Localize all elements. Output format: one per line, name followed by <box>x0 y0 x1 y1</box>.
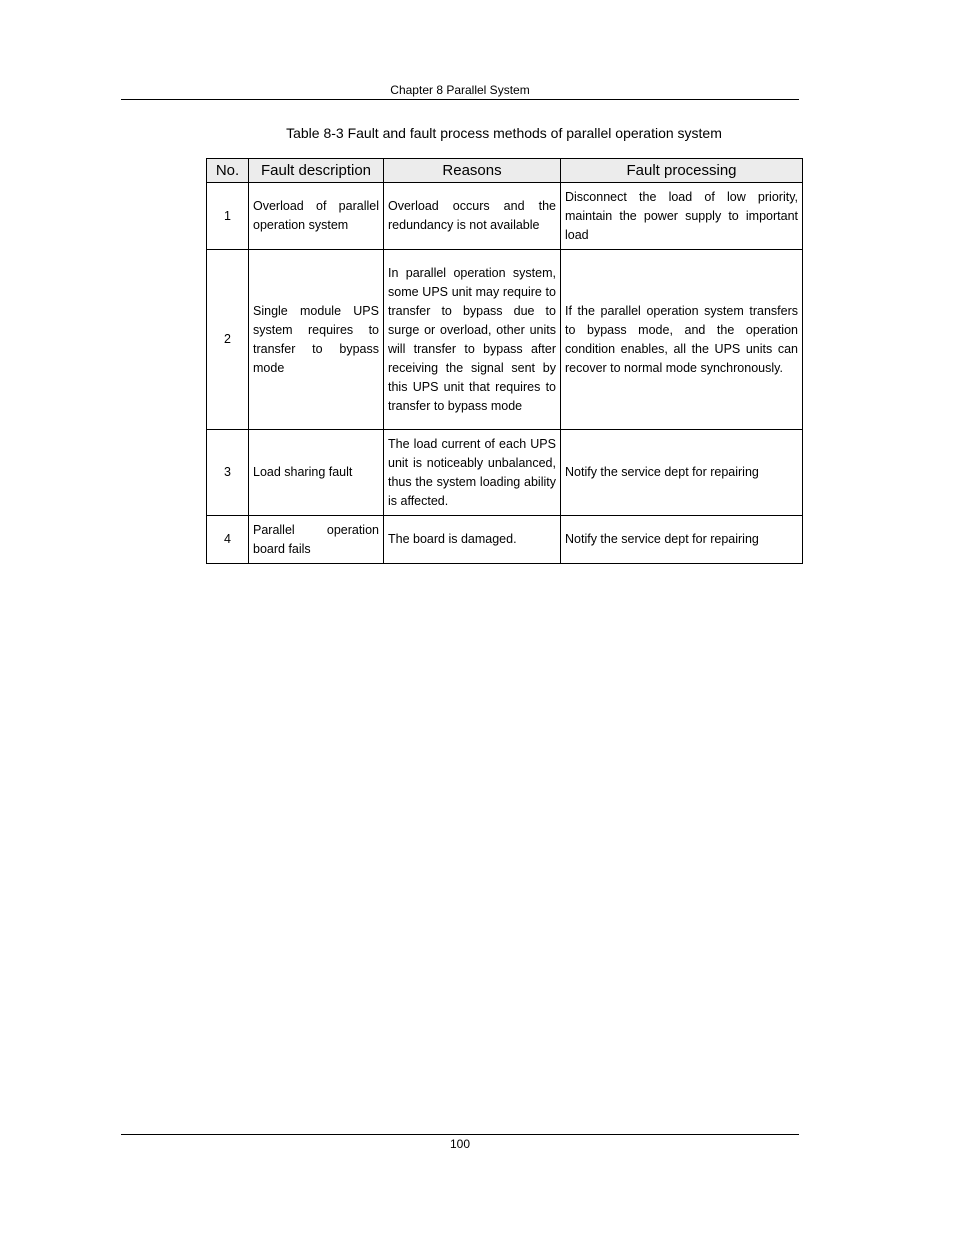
reasons-cell: The load current of each UPS unit is noticeably unbalanced, thus the system loading ability is affected. <box>384 430 561 516</box>
table-row <box>207 250 803 430</box>
column-header-reasons: Reasons <box>384 159 561 183</box>
column-header-no: No. <box>207 159 249 183</box>
reasons-cell: In parallel operation system, some UPS unit may require to transfer to bypass due to surge or overload, other units will transfer to bypass after receiving the signal sent by this UPS unit that requires to transfer to bypass mode <box>384 250 561 430</box>
row-number: 1 <box>207 183 249 250</box>
row-number: 3 <box>207 430 249 516</box>
header-rule <box>121 99 799 100</box>
footer-rule <box>121 1134 799 1135</box>
fault-description-cell: Parallel operation board fails <box>249 516 384 564</box>
column-header-fault-description: Fault description <box>249 159 384 183</box>
fault-table <box>206 158 803 564</box>
row-number: 4 <box>207 516 249 564</box>
table-caption: Table 8-3 Fault and fault process methods of parallel operation system <box>286 125 722 141</box>
fault-description-cell: Load sharing fault <box>249 430 384 516</box>
running-header: Chapter 8 Parallel System <box>390 83 530 97</box>
row-number: 2 <box>207 250 249 430</box>
column-header-fault-processing: Fault processing <box>561 159 803 183</box>
reasons-cell: The board is damaged. <box>384 516 561 564</box>
reasons-cell: Overload occurs and the redundancy is not available <box>384 183 561 250</box>
table-row <box>207 516 803 564</box>
fault-processing-cell: If the parallel operation system transfers to bypass mode, and the operation condition enables, all the UPS units can recover to normal mode synchronously. <box>561 250 803 430</box>
fault-description-cell: Overload of parallel operation system <box>249 183 384 250</box>
page-number: 100 <box>449 1137 471 1151</box>
fault-processing-cell: Notify the service dept for repairing <box>561 516 803 564</box>
table-row <box>207 430 803 516</box>
fault-description-cell: Single module UPS system requires to transfer to bypass mode <box>249 250 384 430</box>
fault-processing-cell: Disconnect the load of low priority, maintain the power supply to important load <box>561 183 803 250</box>
fault-processing-cell: Notify the service dept for repairing <box>561 430 803 516</box>
table-row <box>207 183 803 250</box>
table-header-row <box>207 159 803 183</box>
